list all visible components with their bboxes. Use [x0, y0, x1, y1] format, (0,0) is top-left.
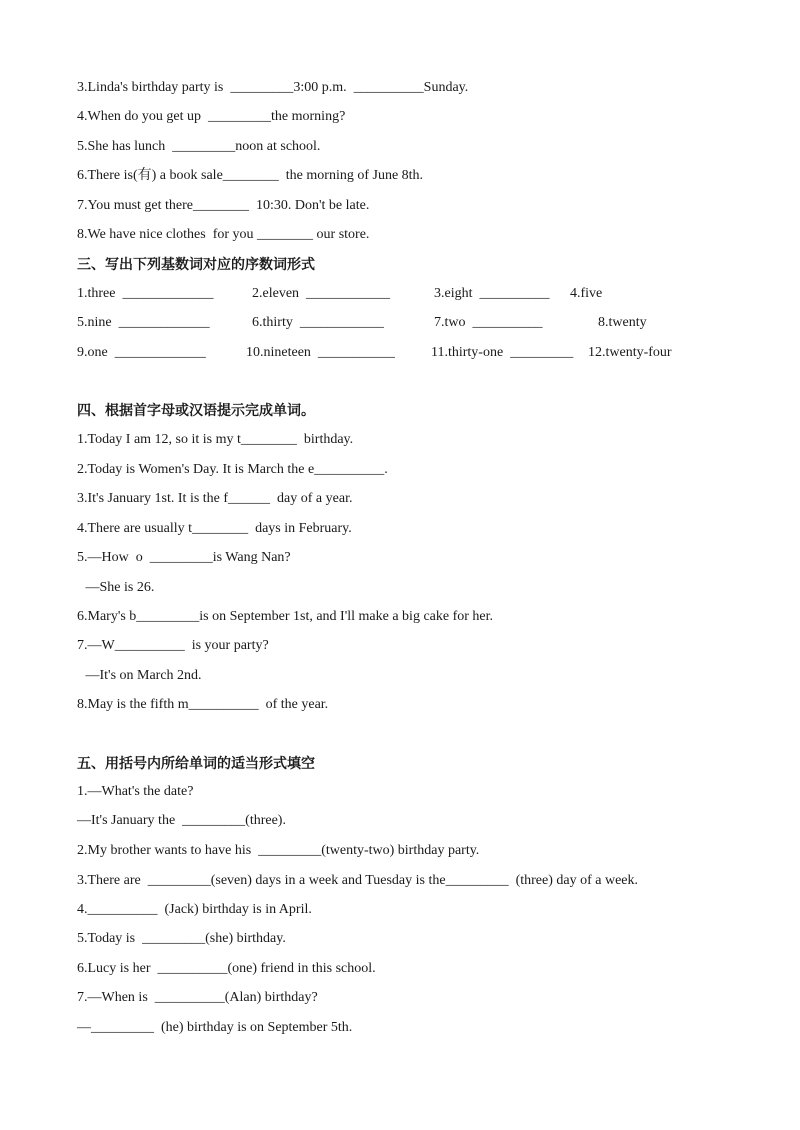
grid-cell: 4.five [570, 286, 603, 301]
section-heading: 四、根据首字母或汉语提示完成单词。 [77, 403, 315, 419]
exercise-item: 6.Lucy is her __________(one) friend in this school. [77, 961, 376, 976]
grid-cell: 9.one _____________ [77, 345, 206, 360]
exercise-item: 6.There is(有) a book sale________ the morning of June 8th. [77, 168, 424, 183]
exercise-item: 8.May is the fifth m__________ of the year. [77, 697, 329, 712]
grid-cell: 6.thirty ____________ [252, 315, 384, 330]
exercise-item: —She is 26. [82, 580, 155, 595]
grid-cell: 7.two __________ [434, 315, 543, 330]
grid-cell: 11.thirty-one _________ [431, 345, 574, 360]
exercise-item: —_________ (he) birthday is on September 5th. [77, 1020, 353, 1035]
exercise-item: 4.There are usually t________ days in February. [77, 521, 352, 536]
exercise-item: 5.Today is _________(she) birthday. [77, 931, 286, 946]
section-heading: 五、用括号内所给单词的适当形式填空 [77, 756, 315, 772]
exercise-item: 5.—How o _________is Wang Nan? [77, 550, 291, 565]
exercise-item: 1.Today I am 12, so it is my t________ birthday. [77, 432, 354, 447]
exercise-item: 4.When do you get up _________the morning? [77, 109, 346, 124]
exercise-item: 6.Mary's b_________is on September 1st, and I'll make a big cake for her. [77, 609, 494, 624]
exercise-item: 2.Today is Women's Day. It is March the e__________. [77, 462, 388, 477]
exercise-item: —It's on March 2nd. [82, 668, 202, 683]
section-heading: 三、写出下列基数词对应的序数词形式 [77, 257, 315, 273]
exercise-item: 7.You must get there________ 10:30. Don't be late. [77, 198, 370, 213]
exercise-item: 3.There are _________(seven) days in a week and Tuesday is the_________ (three) day of a week. [77, 873, 639, 888]
exercise-item: 5.She has lunch _________noon at school. [77, 139, 321, 154]
exercise-item: —It's January the _________(three). [77, 813, 286, 828]
exercise-item: 2.My brother wants to have his _________(twenty-two) birthday party. [77, 843, 480, 858]
exercise-item: 8.We have nice clothes for you ________ our store. [77, 227, 370, 242]
grid-cell: 2.eleven ____________ [252, 286, 391, 301]
exercise-item: 7.—When is __________(Alan) birthday? [77, 990, 318, 1005]
grid-cell: 12.twenty-four [588, 345, 672, 360]
exercise-item: 7.—W__________ is your party? [77, 638, 269, 653]
exercise-item: 1.—What's the date? [77, 784, 194, 799]
exercise-item: 3.It's January 1st. It is the f______ day of a year. [77, 491, 353, 506]
grid-cell: 10.nineteen ___________ [246, 345, 395, 360]
grid-cell: 1.three _____________ [77, 286, 214, 301]
exercise-item: 3.Linda's birthday party is _________3:00 p.m. __________Sunday. [77, 80, 469, 95]
grid-cell: 5.nine _____________ [77, 315, 210, 330]
grid-cell: 8.twenty [598, 315, 647, 330]
grid-cell: 3.eight __________ [434, 286, 550, 301]
exercise-item: 4.__________ (Jack) birthday is in April. [77, 902, 312, 917]
